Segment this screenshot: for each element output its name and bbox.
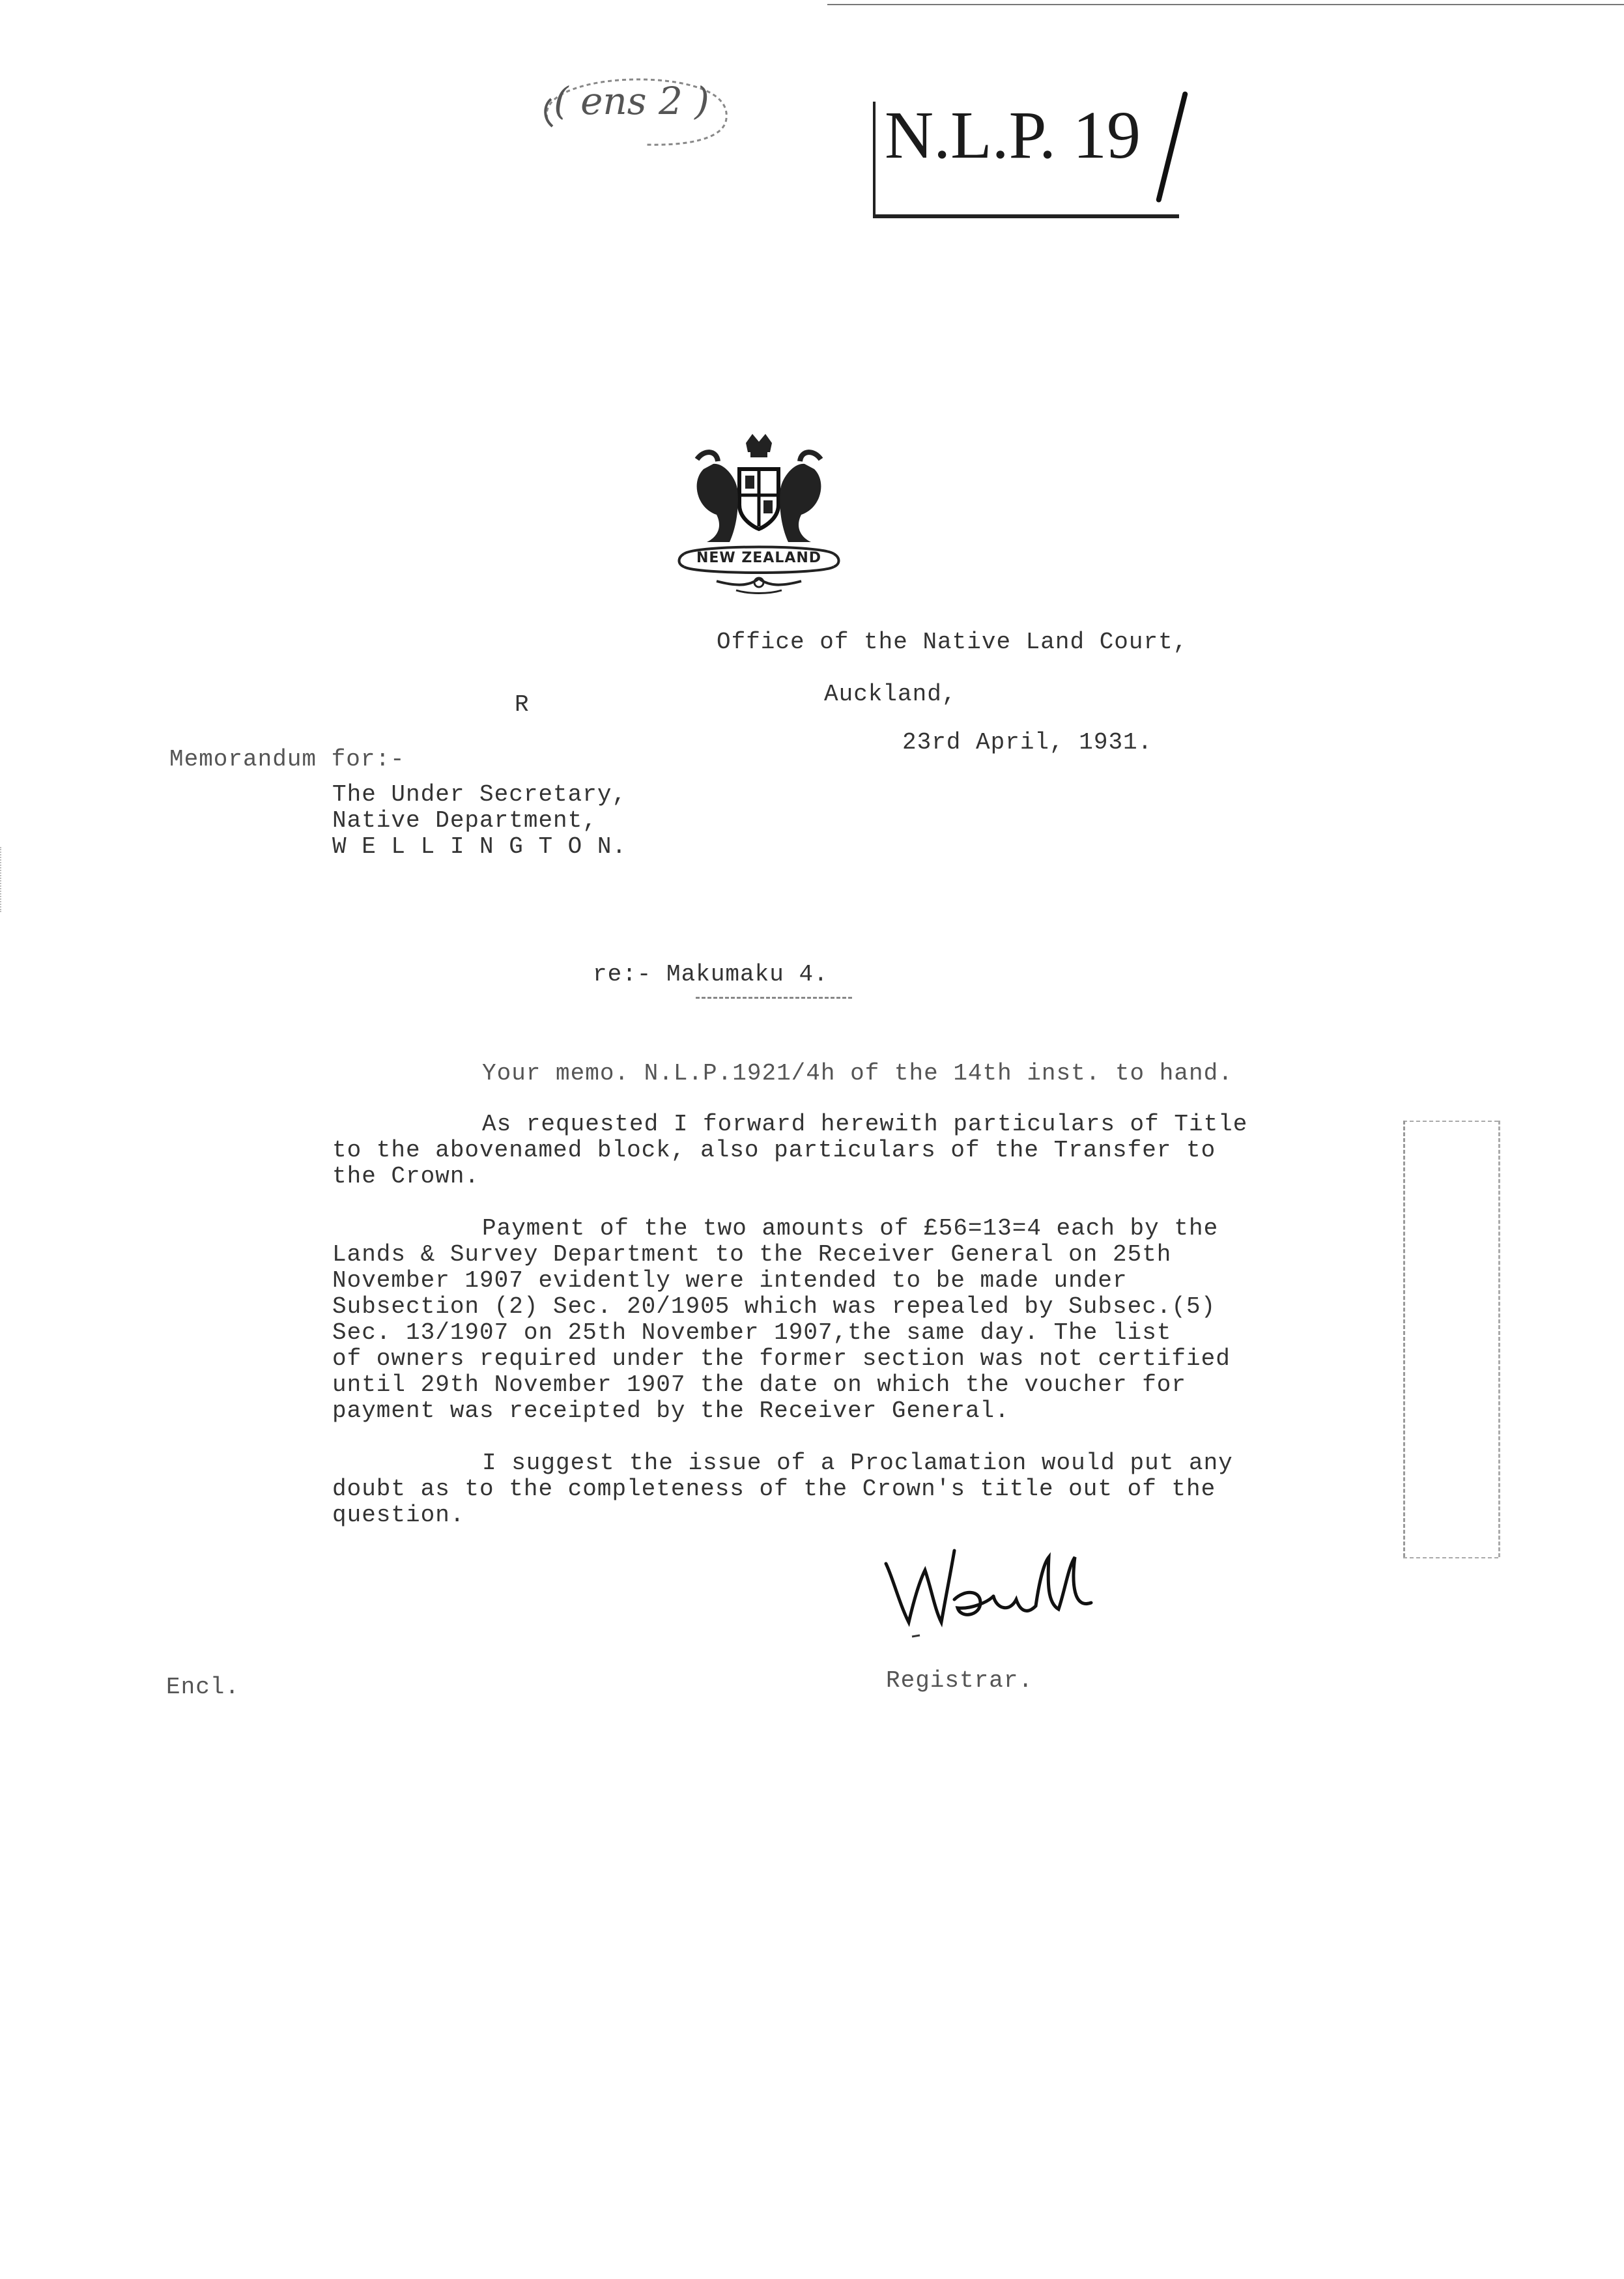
- paragraph-2-line-1: As requested I forward herewith particulars of Title: [482, 1111, 1248, 1138]
- paragraph-2-line-3: the Crown.: [332, 1163, 480, 1190]
- margin-dots: [0, 847, 5, 912]
- signatory-title: Registrar.: [886, 1667, 1034, 1694]
- initial-r: R: [515, 691, 530, 718]
- crest-label: NEW ZEALAND: [696, 550, 822, 566]
- paragraph-3-line-5: Sec. 13/1907 on 25th November 1907,the same day. The list: [332, 1319, 1172, 1346]
- paragraph-3-line-1: Payment of the two amounts of £56=13=4 each by the: [482, 1215, 1219, 1242]
- paragraph-1-line-1: Your memo. N.L.P.1921/4h of the 14th inst. to hand.: [482, 1060, 1233, 1087]
- coat-of-arms-icon: [677, 430, 840, 599]
- pencil-note-text: ( ens 2 ): [554, 79, 709, 123]
- paragraph-4-line-2: doubt as to the completeness of the Crown's title out of the: [332, 1476, 1216, 1502]
- slash-mark: [1156, 91, 1188, 203]
- paragraph-3-line-7: until 29th November 1907 the date on which the voucher for: [332, 1371, 1187, 1398]
- enclosure-note: Encl.: [166, 1674, 240, 1700]
- paragraph-3-line-6: of owners required under the former section was not certified: [332, 1345, 1231, 1372]
- memorandum-label: Memorandum for:-: [169, 746, 405, 773]
- subject-line: re:- Makumaku 4.: [593, 961, 829, 988]
- paragraph-4-line-1: I suggest the issue of a Proclamation would put any: [482, 1450, 1233, 1476]
- paragraph-3-line-4: Subsection (2) Sec. 20/1905 which was repealed by Subsec.(5): [332, 1293, 1216, 1320]
- addressee-line-3: W E L L I N G T O N.: [332, 833, 627, 860]
- addressee-line-1: The Under Secretary,: [332, 781, 627, 808]
- paragraph-3-line-2: Lands & Survey Department to the Receiver General on 25th: [332, 1241, 1172, 1268]
- reference-stamp: [873, 96, 1179, 217]
- paragraph-3-line-3: November 1907 evidently were intended to be made under: [332, 1267, 1128, 1294]
- signature: [873, 1538, 1133, 1642]
- coat-of-arms: [677, 430, 840, 599]
- paragraph-3-line-8: payment was receipted by the Receiver General.: [332, 1398, 1010, 1424]
- subject-underline: [696, 997, 852, 999]
- paragraph-4-line-3: question.: [332, 1502, 465, 1528]
- office-city: Auckland,: [824, 681, 957, 708]
- office-name: Office of the Native Land Court,: [717, 629, 1188, 655]
- signature-icon: [873, 1538, 1133, 1642]
- reference-number: N.L.P. 19: [885, 98, 1141, 173]
- top-rule: [827, 4, 1624, 5]
- addressee-line-2: Native Department,: [332, 807, 597, 834]
- pencil-annotation: [515, 73, 736, 151]
- paragraph-2-line-2: to the abovenamed block, also particulars of the Transfer to: [332, 1137, 1216, 1164]
- letter-date: 23rd April, 1931.: [902, 729, 1153, 756]
- faded-side-stamp: [1394, 1114, 1511, 1564]
